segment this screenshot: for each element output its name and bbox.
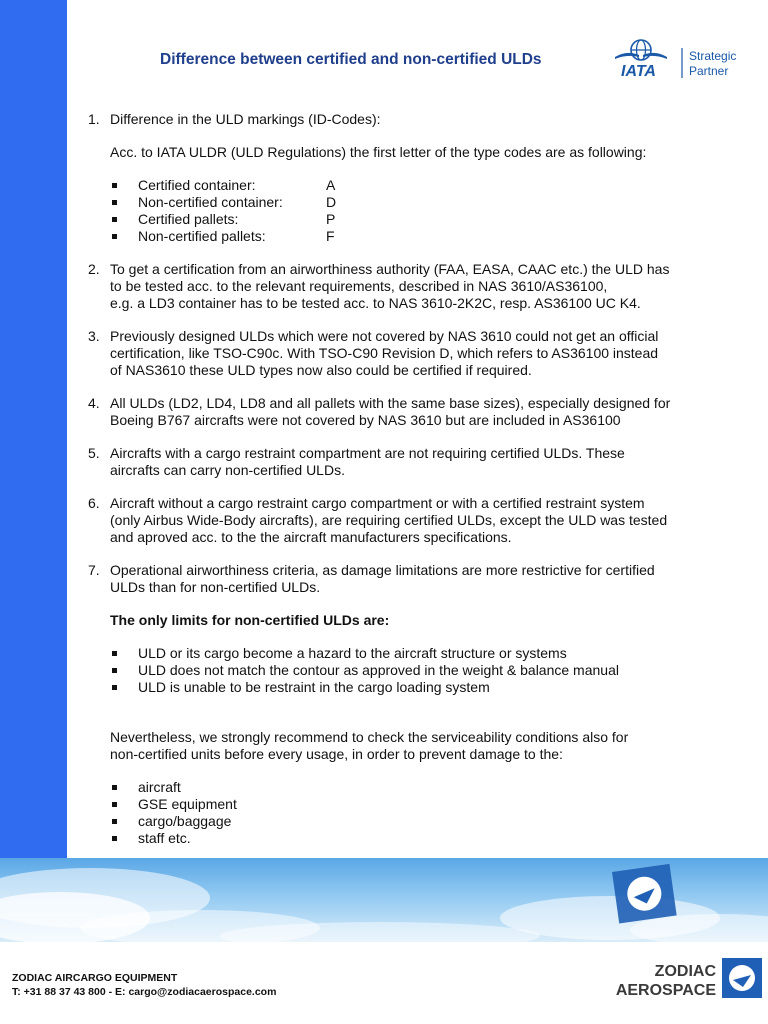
list-item-2	[88, 261, 744, 312]
list-item-4	[88, 395, 744, 429]
code-letter: A	[326, 177, 336, 193]
iata-wordmark: IATA	[621, 63, 656, 80]
limits-subheading: The only limits for non-certified ULDs are:	[110, 612, 390, 628]
item-line: certification, like TSO-C90c. With TSO-C90 Revision D, which refers to AS36100 instead	[110, 345, 659, 361]
limit-item: ULD is unable to be restraint in the cargo loading system	[110, 679, 744, 696]
list-item-3	[88, 328, 744, 379]
limits-list	[110, 645, 744, 696]
code-letter: F	[326, 228, 335, 244]
item-number: 6.	[88, 495, 100, 511]
type-code-row	[110, 228, 744, 245]
item-number: 2.	[88, 261, 100, 277]
type-code-list	[110, 177, 744, 245]
type-code-row	[110, 194, 744, 211]
cloud-decoration	[0, 858, 768, 942]
item-line: and aproved acc. to the the aircraft manufacturers specifications.	[110, 529, 512, 545]
item-line: Aircraft without a cargo restraint cargo compartment or with a certified restraint system	[110, 495, 645, 511]
list-item-5	[88, 445, 744, 479]
item-number: 1.	[88, 111, 100, 127]
company-name: ZODIAC AIRCARGO EQUIPMENT	[12, 972, 178, 984]
list-item-1	[88, 111, 744, 245]
limit-item: ULD does not match the contour as approved in the weight & balance manual	[110, 662, 744, 679]
list-item-6	[88, 495, 744, 546]
recommend-line: non-certified units before every usage, in order to prevent damage to the:	[110, 746, 563, 762]
zodiac-emblem-icon	[722, 958, 762, 998]
zodiac-aerospace-logo	[612, 958, 764, 1000]
sky-banner-image	[0, 858, 768, 942]
partner-line-1: Strategic	[689, 49, 737, 63]
iata-globe-icon	[615, 40, 667, 60]
item-line: (only Airbus Wide-Body aircrafts), are requiring certified ULDs, except the ULD was tested	[110, 512, 668, 528]
item-number: 3.	[88, 328, 100, 344]
code-letter: D	[326, 194, 337, 210]
type-code-row	[110, 211, 744, 228]
item-heading: Difference in the ULD markings (ID-Codes):	[110, 111, 381, 127]
limit-item: ULD or its cargo become a hazard to the aircraft structure or systems	[110, 645, 744, 662]
target-item: cargo/baggage	[110, 813, 744, 830]
item-number: 7.	[88, 562, 100, 578]
item-line: Operational airworthiness criteria, as damage limitations are more restrictive for certified	[110, 562, 655, 578]
partner-line-2: Partner	[689, 64, 729, 78]
item-line: Previously designed ULDs which were not covered by NAS 3610 could not get an official	[110, 328, 659, 344]
code-label: Certified pallets:	[138, 211, 239, 227]
item-line: Boeing B767 aircrafts were not covered by NAS 3610 but are included in AS36100	[110, 412, 621, 428]
item-line: to be tested acc. to the relevant requirements, described in NAS 3610/AS36100,	[110, 278, 608, 294]
code-label: Certified container:	[138, 177, 256, 193]
target-item: GSE equipment	[110, 796, 744, 813]
brand-line-1: ZODIAC	[654, 963, 716, 980]
item-line: e.g. a LD3 container has to be tested acc. to NAS 3610-2K2C, resp. AS36100 UC K4.	[110, 295, 641, 311]
code-label: Non-certified pallets:	[138, 228, 266, 244]
item-line: All ULDs (LD2, LD4, LD8 and all pallets with the same base sizes), especially designed for	[110, 395, 671, 411]
zodiac-emblem-icon	[612, 864, 677, 924]
document-body	[88, 111, 744, 863]
code-letter: P	[326, 211, 336, 227]
item-number: 5.	[88, 445, 100, 461]
type-code-row	[110, 177, 744, 194]
target-item: staff etc.	[110, 830, 744, 847]
damage-targets-list	[110, 779, 744, 847]
code-label: Non-certified container:	[138, 194, 283, 210]
item-line: of NAS3610 these ULD types now also could be certified if required.	[110, 362, 532, 378]
page-title: Difference between certified and non-certified ULDs	[160, 51, 542, 68]
contact-info: T: +31 88 37 43 800 - E: cargo@zodiacaerospace.com	[12, 986, 277, 998]
item-line: aircrafts can carry non-certified ULDs.	[110, 462, 345, 478]
item-number: 4.	[88, 395, 100, 411]
iata-strategic-partner-logo	[612, 36, 742, 82]
sidebar-accent-bar	[0, 0, 67, 858]
item-line: To get a certification from an airworthiness authority (FAA, EASA, CAAC etc.) the ULD has	[110, 261, 670, 277]
list-item-7	[88, 562, 744, 847]
brand-line-2: AEROSPACE	[615, 982, 716, 999]
item-line: Aircrafts with a cargo restraint compartment are not requiring certified ULDs. These	[110, 445, 625, 461]
item-line: ULDs than for non-certified ULDs.	[110, 579, 321, 595]
target-item: aircraft	[110, 779, 744, 796]
recommend-line: Nevertheless, we strongly recommend to check the serviceability conditions also for	[110, 729, 629, 745]
item-intro: Acc. to IATA ULDR (ULD Regulations) the first letter of the type codes are as following:	[110, 144, 647, 160]
